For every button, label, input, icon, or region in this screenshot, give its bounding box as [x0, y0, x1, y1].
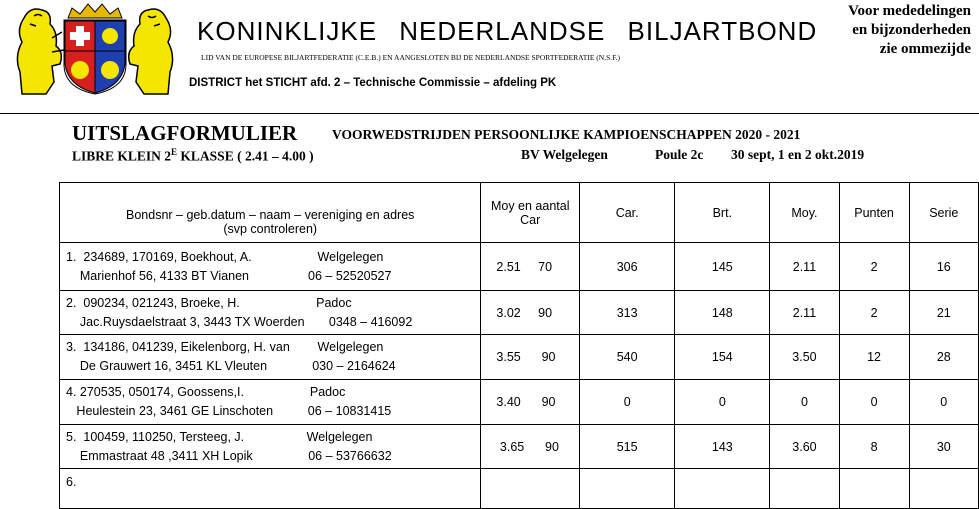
- player-line1: 3. 134186, 041239, Eikelenborg, H. van Welgelegen: [66, 340, 384, 354]
- left-lion-icon: [17, 9, 64, 94]
- player-cell: [60, 335, 481, 380]
- moy-cell: 2.11: [770, 243, 839, 291]
- player-cell: [60, 291, 481, 335]
- moy-cell: 3.60: [770, 425, 839, 469]
- table-row: [60, 425, 979, 469]
- player-line2: Heulestein 23, 3461 GE Linschoten 06 – 10831415: [66, 404, 392, 418]
- car-cell: 313: [580, 291, 675, 335]
- player-line1: 6.: [66, 475, 77, 489]
- header-player: [60, 183, 481, 243]
- brt-cell: 154: [675, 335, 770, 380]
- header-car: Car.: [580, 183, 675, 243]
- moy-car-cell: [481, 291, 580, 335]
- moy-car-value: 3.55 90: [496, 350, 556, 364]
- player-cell: [60, 469, 481, 509]
- player-cell: [60, 425, 481, 469]
- header-moy-car: Moy en aantal Car: [481, 183, 580, 243]
- serie-cell: 21: [909, 291, 978, 335]
- brt-cell: 143: [675, 425, 770, 469]
- car-cell: 515: [580, 425, 675, 469]
- org-name: KONINKLIJKE NEDERLANDSE BILJARTBOND: [197, 16, 818, 46]
- dates: 30 sept, 1 en 2 okt.2019: [731, 147, 865, 162]
- table-header-row: [60, 183, 979, 243]
- header-player-line2: (svp controleren): [223, 221, 318, 236]
- class-label-sup: E: [171, 147, 178, 157]
- brt-cell: 145: [675, 243, 770, 291]
- moy-cell: 3.50: [770, 335, 839, 380]
- moy-car-value: 3.40 90: [496, 395, 556, 409]
- moy-car-cell: [481, 469, 580, 509]
- poule: Poule 2c: [655, 147, 704, 162]
- serie-cell: [909, 469, 978, 509]
- moy-car-cell: [481, 335, 580, 380]
- moy-car-value: 2.51 70: [496, 259, 553, 274]
- punten-cell: 8: [839, 425, 909, 469]
- notice-line: en bijzonderheden: [852, 22, 971, 38]
- table-row: [60, 291, 979, 335]
- serie-cell: 0: [909, 380, 978, 425]
- knbb-crest-logo: [12, 2, 178, 98]
- header-divider: [0, 113, 979, 114]
- form-title: UITSLAGFORMULIER: [72, 121, 298, 145]
- table-row: [60, 469, 979, 509]
- table-row: [60, 335, 979, 380]
- serie-cell: 28: [909, 335, 978, 380]
- notice-line: Voor mededelingen: [848, 3, 971, 19]
- player-line1: 5. 100459, 110250, Tersteeg, J. Welgelegen: [66, 429, 373, 444]
- player-line2: Jac.Ruysdaelstraat 3, 3443 TX Woerden 0348 – 416092: [66, 314, 413, 329]
- player-cell: [60, 243, 481, 291]
- class-label-pre: LIBRE KLEIN 2: [72, 148, 172, 164]
- punten-cell: 2: [839, 243, 909, 291]
- org-subtitle: LID VAN DE EUROPESE BILJARTFEDERATIE (C.E.B.) EN AANGESLOTEN BIJ DE NEDERLANDSE SPORTFEDERATIE (N.S.F.): [201, 53, 621, 62]
- serie-cell: 30: [909, 425, 978, 469]
- moy-cell: 2.11: [770, 291, 839, 335]
- class-label: [72, 147, 314, 165]
- moy-car-cell: [481, 425, 580, 469]
- brt-cell: [675, 469, 770, 509]
- header-brt: Brt.: [675, 183, 770, 243]
- car-cell: 540: [580, 335, 675, 380]
- crest-shield-icon: [64, 20, 126, 94]
- header-player-line1: Bondsnr – geb.datum – naam – vereniging en adres: [126, 207, 415, 222]
- punten-cell: [839, 469, 909, 509]
- player-line2: Marienhof 56, 4133 BT Vianen 06 – 52520527: [66, 268, 392, 283]
- notice-line: zie ommezijde: [879, 41, 971, 57]
- table-row: [60, 243, 979, 291]
- car-cell: 306: [580, 243, 675, 291]
- header-serie: Serie: [909, 183, 978, 243]
- brt-cell: 0: [675, 380, 770, 425]
- punten-cell: 12: [839, 335, 909, 380]
- player-line2: De Grauwert 16, 3451 KL Vleuten 030 – 2164624: [66, 359, 396, 373]
- crown-icon: [68, 4, 122, 18]
- venue: BV Welgelegen: [521, 147, 608, 162]
- moy-cell: [770, 469, 839, 509]
- district-line: DISTRICT het STICHT afd. 2 – Technische Commissie – afdeling PK: [189, 77, 557, 89]
- brt-cell: 148: [675, 291, 770, 335]
- right-lion-icon: [129, 9, 173, 94]
- player-line1: 2. 090234, 021243, Broeke, H. Padoc: [66, 295, 352, 310]
- car-cell: 0: [580, 380, 675, 425]
- header-punten: Punten: [839, 183, 909, 243]
- results-table: [59, 182, 979, 509]
- serie-cell: 16: [909, 243, 978, 291]
- player-line1: 1. 234689, 170169, Boekhout, A. Welgelegen: [66, 249, 384, 264]
- moy-car-value: 3.02 90: [496, 305, 553, 320]
- player-cell: [60, 380, 481, 425]
- moy-car-cell: [481, 243, 580, 291]
- class-label-post: KLASSE ( 2.41 – 4.00 ): [177, 148, 314, 164]
- player-line2: Emmastraat 48 ,3411 XH Lopik 06 – 53766632: [66, 448, 392, 463]
- table-row: [60, 380, 979, 425]
- moy-cell: 0: [770, 380, 839, 425]
- moy-car-value: 3.65 90: [496, 439, 559, 454]
- punten-cell: 0: [839, 380, 909, 425]
- notice-block: [811, 2, 971, 59]
- header-moy: Moy.: [770, 183, 839, 243]
- moy-car-cell: [481, 380, 580, 425]
- punten-cell: 2: [839, 291, 909, 335]
- car-cell: [580, 469, 675, 509]
- form-subtitle: VOORWEDSTRIJDEN PERSOONLIJKE KAMPIOENSCHAPPEN 2020 - 2021: [332, 127, 801, 142]
- player-line1: 4. 270535, 050174, Goossens,I. Padoc: [66, 385, 346, 399]
